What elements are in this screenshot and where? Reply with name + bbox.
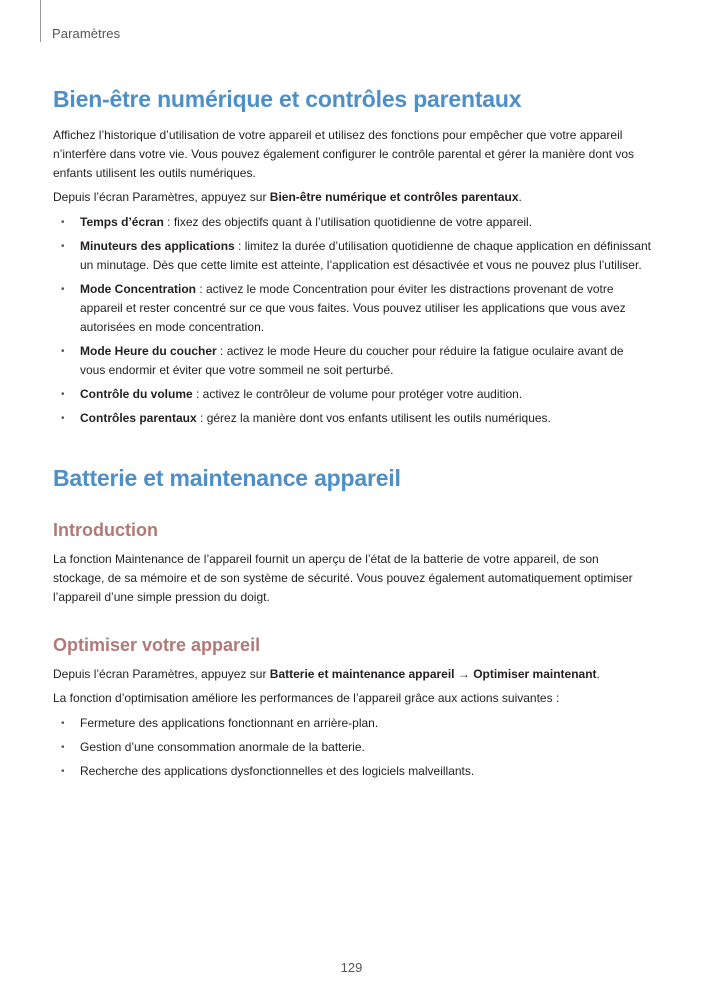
list-item — [53, 280, 651, 337]
battery-introduction-text: La fonction Maintenance de l’appareil fournit un aperçu de l’état de la batterie de votre appareil, de son stockage, de sa mémoire et de son système de sécurité. Vous pouvez également automatiquement optimiser l’appareil d’une simple pression du doigt. — [53, 552, 633, 604]
list-item-desc: : activez le contrôleur de volume pour protéger votre audition. — [192, 387, 523, 401]
list-item-text: Recherche des applications dysfonctionnelles et des logiciels malveillants. — [80, 764, 475, 778]
path-menu-name: Bien-être numérique et contrôles parentaux — [269, 190, 519, 204]
list-item — [53, 714, 651, 733]
section-title-digital-wellbeing: Bien-être numérique et contrôles parentaux — [53, 86, 522, 112]
bullet-icon: • — [61, 346, 65, 357]
bullet-icon: • — [61, 742, 65, 753]
list-item-term: Mode Heure du coucher — [80, 344, 217, 358]
list-item — [53, 342, 651, 380]
bullet-icon: • — [61, 284, 65, 295]
optimize-path — [53, 665, 651, 684]
list-item-text: Gestion d’une consommation anormale de la batterie. — [80, 740, 365, 754]
bullet-icon: • — [61, 389, 65, 400]
list-item — [53, 409, 651, 428]
list-item-desc: : activez le mode Concentration pour éviter les distractions provenant de votre appareil et rester concentré sur ce que vous faites. Vous pouvez utiliser les applications que vous avez autorisées en mode concentration. — [80, 282, 626, 334]
path-menu-name: Batterie et maintenance appareil — [269, 667, 455, 681]
bullet-icon: • — [61, 241, 65, 252]
path-arrow: → — [454, 667, 474, 681]
subsection-title-optimize: Optimiser votre appareil — [53, 635, 261, 655]
digital-wellbeing-list — [53, 213, 651, 428]
list-item-desc: : limitez la durée d’utilisation quotidienne de chaque application en définissant un minutage. Dès que cette limite est atteinte, l’application est désactivée et vous ne pouvez plus l’utiliser. — [80, 239, 651, 272]
digital-wellbeing-intro: Affichez l’historique d’utilisation de votre appareil et utilisez des fonctions pour empêcher que votre appareil n’interfère dans votre vie. Vous pouvez également configurer le contrôle parental et gérer la manière dont vos enfants utilisent les outils numériques. — [53, 128, 635, 180]
optimize-list — [53, 714, 651, 781]
list-item-desc: : fixez des objectifs quant à l’utilisation quotidienne de votre appareil. — [163, 215, 533, 229]
list-item-term: Minuteurs des applications — [80, 239, 235, 253]
bullet-icon: • — [61, 766, 65, 777]
page-number: 129 — [340, 960, 363, 975]
section-title-battery: Batterie et maintenance appareil — [53, 465, 401, 491]
subsection-title-introduction: Introduction — [53, 520, 158, 540]
list-item — [53, 762, 651, 781]
list-item-desc: : gérez la manière dont vos enfants utilisent les outils numériques. — [196, 411, 551, 425]
list-item-desc: : activez le mode Heure du coucher pour réduire la fatigue oculaire avant de vous endormir et éviter que votre sommeil ne soit perturbé. — [80, 344, 624, 377]
list-item — [53, 385, 651, 404]
list-item-term: Contrôles parentaux — [80, 411, 197, 425]
path-prefix: Depuis l’écran Paramètres, appuyez sur — [53, 190, 270, 204]
list-item-term: Temps d’écran — [80, 215, 164, 229]
list-item — [53, 237, 651, 275]
digital-wellbeing-path — [53, 188, 651, 207]
bullet-icon: • — [61, 217, 65, 228]
path-action-name: Optimiser maintenant — [473, 667, 597, 681]
path-suffix: . — [596, 667, 600, 681]
list-item — [53, 213, 651, 232]
list-item-term: Contrôle du volume — [80, 387, 193, 401]
page-content — [53, 84, 651, 786]
path-suffix: . — [518, 190, 522, 204]
list-item — [53, 738, 651, 757]
header-rule — [40, 0, 41, 42]
bullet-icon: • — [61, 413, 65, 424]
header-section-label: Paramètres — [52, 26, 121, 41]
optimize-lead: La fonction d’optimisation améliore les performances de l’appareil grâce aux actions suivantes : — [53, 691, 560, 705]
bullet-icon: • — [61, 718, 65, 729]
path-prefix: Depuis l’écran Paramètres, appuyez sur — [53, 667, 270, 681]
list-item-text: Fermeture des applications fonctionnant en arrière-plan. — [80, 716, 379, 730]
list-item-term: Mode Concentration — [80, 282, 196, 296]
